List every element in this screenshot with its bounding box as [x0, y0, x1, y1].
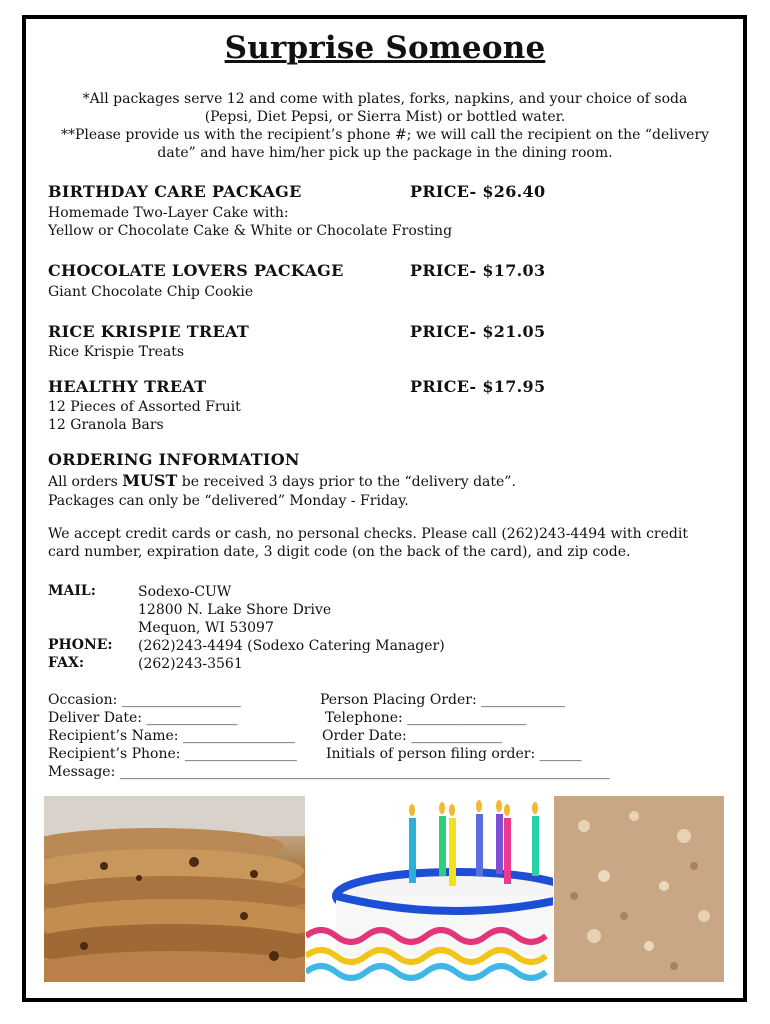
ordering-rule: [48, 472, 728, 491]
initials-field[interactable]: Initials of person filing order: ______: [326, 746, 582, 762]
person-placing-order-field[interactable]: Person Placing Order: ____________: [320, 692, 566, 708]
page-title: Surprise Someone: [224, 30, 546, 66]
phone-label: PHONE:: [48, 637, 113, 653]
ordering-rule: Packages can only be “delivered” Monday - Friday.: [48, 493, 409, 509]
recipient-phone-field[interactable]: Recipient’s Phone: ________________: [48, 746, 297, 762]
package-price: PRICE- $26.40: [410, 182, 546, 201]
phone-value: (262)243-4494 (Sodexo Catering Manager): [138, 638, 445, 654]
package-description: 12 Granola Bars: [48, 417, 164, 433]
order-date-field[interactable]: Order Date: _____________: [322, 728, 503, 744]
payment-info: We accept credit cards or cash, no personal checks. Please call (262)243-4494 with credit: [48, 526, 688, 542]
package-name: HEALTHY TREAT: [48, 377, 207, 396]
mail-address-line: 12800 N. Lake Shore Drive: [138, 602, 332, 618]
must-emphasis: MUST: [122, 471, 178, 490]
mail-address-line: Mequon, WI 53097: [138, 620, 274, 636]
intro-line: date” and have him/her pick up the package in the dining room.: [157, 145, 613, 161]
fax-label: FAX:: [48, 655, 85, 671]
package-name: CHOCOLATE LOVERS PACKAGE: [48, 261, 344, 280]
intro-line: *All packages serve 12 and come with plates, forks, napkins, and your choice of soda: [82, 91, 688, 107]
package-name: BIRTHDAY CARE PACKAGE: [48, 182, 302, 201]
recipient-name-field[interactable]: Recipient’s Name: ________________: [48, 728, 295, 744]
occasion-field[interactable]: Occasion: _________________: [48, 692, 241, 708]
package-description: Rice Krispie Treats: [48, 344, 185, 360]
fax-value: (262)243-3561: [138, 656, 243, 672]
rice-krispie-photo: [554, 796, 724, 982]
ordering-text: All orders: [48, 474, 123, 490]
package-name: RICE KRISPIE TREAT: [48, 322, 250, 341]
package-description: Yellow or Chocolate Cake & White or Chocolate Frosting: [48, 223, 453, 239]
package-description: 12 Pieces of Assorted Fruit: [48, 399, 241, 415]
package-price: PRICE- $17.95: [410, 377, 546, 396]
intro-line: (Pepsi, Diet Pepsi, or Sierra Mist) or bottled water.: [204, 109, 566, 125]
ordering-heading: ORDERING INFORMATION: [48, 450, 300, 469]
mail-label: MAIL:: [48, 583, 96, 599]
telephone-field[interactable]: Telephone: _________________: [325, 710, 527, 726]
intro-note: [40, 90, 730, 162]
cookies-illustration: [44, 796, 305, 982]
mail-address-line: Sodexo-CUW: [138, 584, 232, 600]
deliver-date-field[interactable]: Deliver Date: _____________: [48, 710, 238, 726]
intro-line: **Please provide us with the recipient’s phone #; we will call the recipient on the “delivery: [60, 127, 710, 143]
package-description: Giant Chocolate Chip Cookie: [48, 284, 254, 300]
ordering-text: be received 3 days prior to the “delivery date”.: [177, 474, 516, 490]
message-field[interactable]: Message: ______________________________________________________________________: [48, 764, 610, 780]
krispie-illustration: [554, 796, 724, 982]
package-description: Homemade Two-Layer Cake with:: [48, 205, 289, 221]
payment-info: card number, expiration date, 3 digit code (on the back of the card), and zip code.: [48, 544, 631, 560]
package-price: PRICE- $17.03: [410, 261, 546, 280]
birthday-cake-photo: [306, 796, 553, 982]
package-price: PRICE- $21.05: [410, 322, 546, 341]
cookies-photo: [44, 796, 305, 982]
cake-illustration: [306, 796, 553, 982]
